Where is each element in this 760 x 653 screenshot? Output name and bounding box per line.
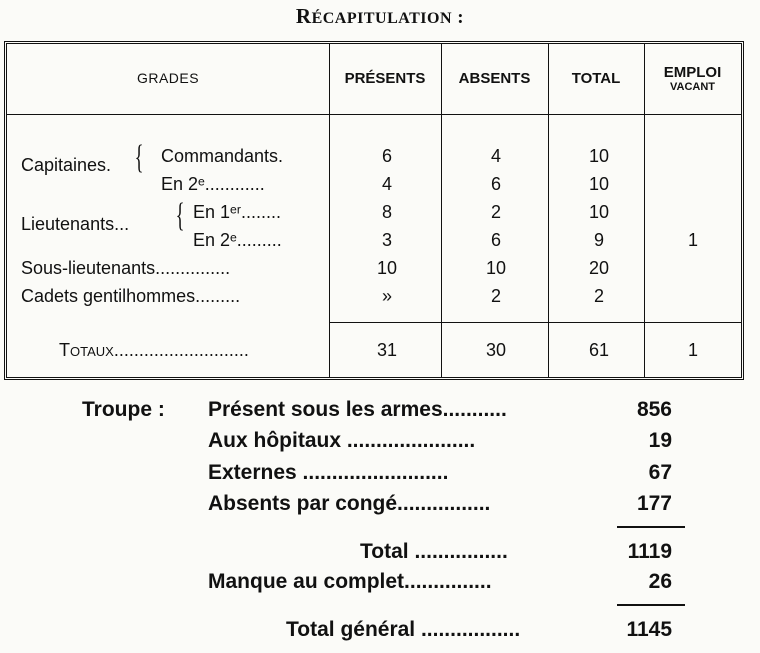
brace: {	[134, 139, 144, 176]
cell-presents: 10	[376, 258, 398, 278]
cell-total: 20	[588, 258, 610, 278]
row-label-cadets: Cadets gentilhommes.........	[21, 286, 241, 306]
cell-absents: 30	[485, 340, 507, 360]
troupe-total-label: Total ................	[360, 540, 508, 563]
cell-presents: 8	[381, 202, 392, 222]
cell-absents: 6	[490, 174, 501, 194]
troupe-manque-label: Manque au complet...............	[208, 570, 492, 593]
troupe-present-value: 856	[636, 398, 672, 421]
troupe-prefix: Troupe :	[82, 398, 165, 421]
header-total: TOTAL	[571, 69, 621, 87]
cell-absents: 10	[485, 258, 507, 278]
header-absents: ABSENTS	[458, 69, 531, 87]
row-label-cap-en2: En 2ᵉ............	[161, 174, 265, 194]
troupe-hopitaux-label: Aux hôpitaux ......................	[208, 429, 476, 452]
troupe-conge-label: Absents par congé................	[208, 492, 491, 515]
troupe-present-label: Présent sous les armes...........	[208, 398, 507, 421]
row-label-capitaines: Capitaines.	[21, 155, 112, 175]
header-emploi-vacant: EMPLOI VACANT	[663, 63, 722, 94]
row-label-sous-lieutenants: Sous-lieutenants...............	[21, 258, 231, 278]
troupe-conge-value: 177	[636, 492, 672, 515]
troupe-general-value: 1145	[626, 618, 672, 641]
row-label-lt-en2: En 2ᵉ.........	[193, 230, 282, 250]
cell-emploi: 1	[687, 340, 698, 360]
troupe-externes-label: Externes .........................	[208, 461, 449, 484]
cell-presents: »	[381, 286, 392, 306]
cell-absents: 2	[490, 286, 501, 306]
cell-total: 2	[593, 286, 604, 306]
troupe-hopitaux-value: 19	[648, 429, 672, 452]
row-label-lt-en1: En 1ᵉʳ........	[193, 202, 282, 222]
cell-presents: 4	[381, 174, 392, 194]
row-label-commandants: Commandants.	[161, 146, 284, 166]
row-label-totaux: Totaux...........................	[59, 340, 249, 360]
troupe-externes-value: 67	[648, 461, 672, 484]
cell-absents: 4	[490, 146, 501, 166]
cell-total: 61	[588, 340, 610, 360]
row-label-lieutenants: Lieutenants...	[21, 214, 130, 234]
troupe-total-value: 1119	[627, 540, 672, 563]
cell-emploi: 1	[687, 230, 698, 250]
cell-total: 9	[593, 230, 604, 250]
cell-presents: 31	[376, 340, 398, 360]
sum-rule	[617, 526, 685, 528]
cell-absents: 2	[490, 202, 501, 222]
header-grades: GRADES	[136, 70, 200, 87]
cell-absents: 6	[490, 230, 501, 250]
sum-rule	[617, 604, 685, 606]
cell-total: 10	[588, 146, 610, 166]
troupe-general-label: Total général .................	[286, 618, 521, 641]
page-title: RÉCAPITULATION :	[295, 4, 465, 28]
troupe-manque-value: 26	[648, 570, 672, 593]
cell-presents: 6	[381, 146, 392, 166]
cell-total: 10	[588, 174, 610, 194]
cell-total: 10	[588, 202, 610, 222]
brace: {	[175, 197, 185, 234]
recap-table	[4, 41, 744, 380]
cell-presents: 3	[381, 230, 392, 250]
header-presents: PRÉSENTS	[344, 69, 426, 87]
